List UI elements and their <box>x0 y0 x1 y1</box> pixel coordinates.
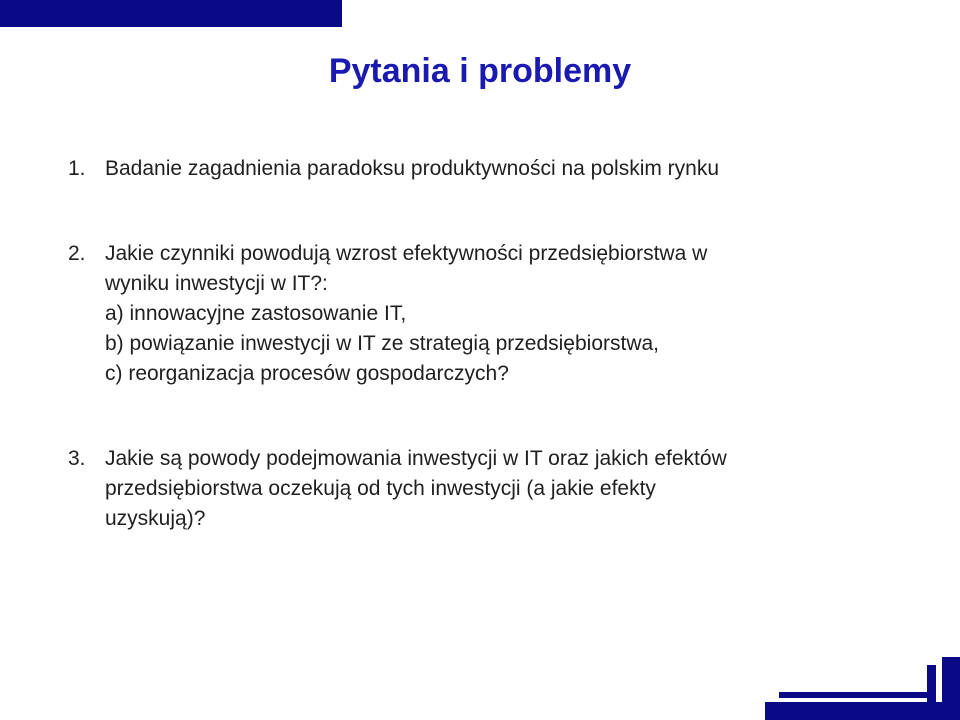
item-1-line-1: Badanie zagadnienia paradoksu produktywności na polskim rynku <box>105 157 720 180</box>
top-accent-bar <box>0 0 342 27</box>
item-2-line-1: Jakie czynniki powodują wzrost efektywności przedsiębiorstwa w <box>105 242 708 265</box>
item-2-line-5: c) reorganizacja procesów gospodarczych? <box>105 362 509 385</box>
item-3-line-1: Jakie są powody podejmowania inwestycji w IT oraz jakich efektów <box>105 447 727 470</box>
slide-title: Pytania i problemy <box>328 52 632 90</box>
item-3-line-2: przedsiębiorstwa oczekują od tych inwestycji (a jakie efekty <box>105 477 656 500</box>
corner-decoration <box>765 657 960 720</box>
item-3-number: 3. <box>68 447 86 470</box>
item-3-line-3: uzyskują)? <box>105 507 206 530</box>
item-2-line-2: wyniku inwestycji w IT?: <box>105 272 328 295</box>
item-2-line-3: a) innowacyjne zastosowanie IT, <box>105 302 407 325</box>
item-2-line-4: b) powiązanie inwestycji w IT ze strategią przedsiębiorstwa, <box>105 332 660 355</box>
item-1-number: 1. <box>68 157 86 180</box>
item-2-number: 2. <box>68 242 86 265</box>
